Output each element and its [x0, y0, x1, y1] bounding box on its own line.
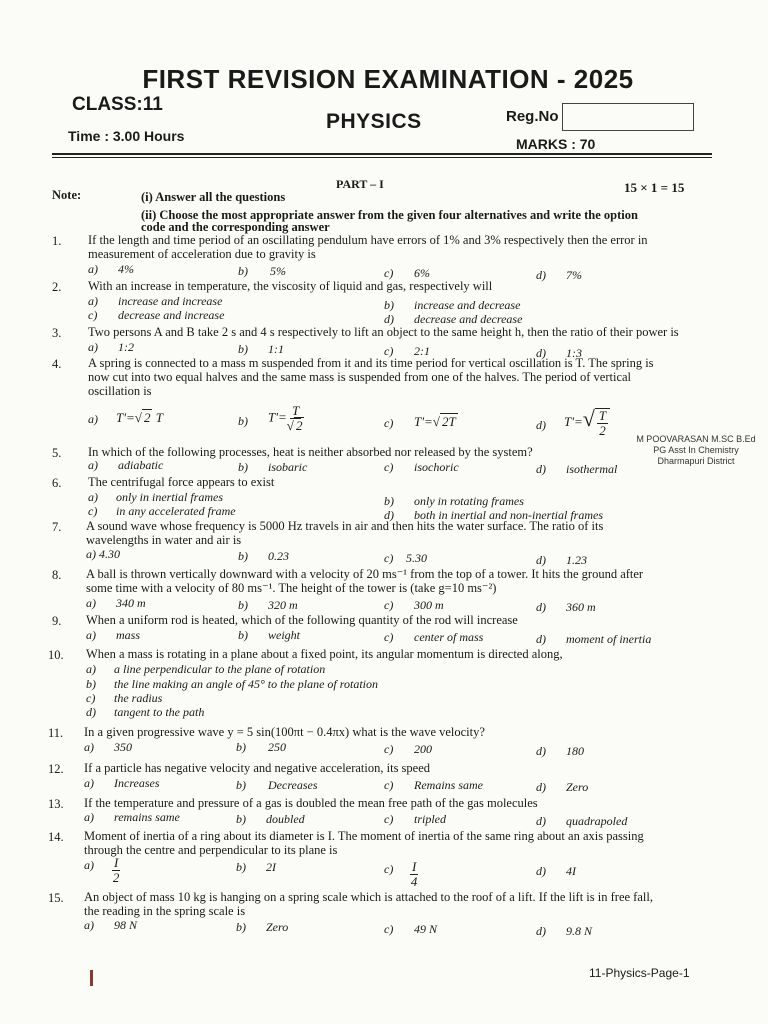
option-c-fraction: $\frac{I}{4}$: [410, 859, 418, 889]
option-key: a): [86, 596, 96, 610]
class-label: CLASS:11: [72, 94, 163, 115]
question-text: Two persons A and B take 2 s and 4 s respectively to lift an object to the same height h, then the ratio of their power is: [88, 325, 679, 339]
option-b: 0.23: [268, 549, 289, 563]
option-key: b): [236, 812, 246, 826]
option-key: c): [384, 630, 394, 644]
option-d: 360 m: [566, 600, 596, 614]
option-key: d): [536, 924, 546, 938]
option-key: a): [84, 810, 94, 824]
option-b: 250: [268, 740, 286, 754]
header-divider: [52, 153, 712, 155]
option-key: c): [384, 812, 394, 826]
part-score: 15 × 1 = 15: [624, 180, 685, 195]
note-label: Note:: [52, 188, 82, 202]
option-key: b): [384, 298, 394, 312]
question-text: the reading in the spring scale is: [84, 904, 246, 918]
question-number: 1.: [52, 234, 62, 248]
option-d: Zero: [566, 780, 589, 794]
option-a-fraction: $\frac{I}{2}$: [112, 855, 120, 885]
credit-line: M POOVARASAN M.SC B.Ed: [636, 434, 756, 444]
option-a: 4%: [118, 262, 134, 276]
question-text: A ball is thrown vertically downward with a velocity of 20 ms⁻¹ from the top of a tower. It hits the ground after: [86, 567, 644, 581]
option-c: 49 N: [414, 922, 438, 936]
credit-line: PG Asst In Chemistry: [653, 445, 739, 455]
option-d: 1:3: [566, 346, 582, 360]
option-b: Zero: [266, 920, 289, 934]
question-text: through the centre and perpendicular to its plane is: [84, 843, 338, 857]
option-key: b): [236, 740, 246, 754]
option-b: 1:1: [268, 342, 284, 356]
option-d: 9.8 N: [566, 924, 593, 938]
option-key: a): [88, 490, 98, 504]
option-a: only in inertial frames: [116, 490, 223, 504]
question-text: A sound wave whose frequency is 5000 Hz travels in air and then hits the water surface. The ratio of its: [86, 519, 604, 533]
option-key: a): [88, 412, 98, 426]
option-b: 320 m: [268, 598, 298, 612]
option-key: a): [84, 776, 94, 790]
option-key: d): [536, 744, 546, 758]
option-a: adiabatic: [118, 458, 164, 472]
option-key: d): [86, 705, 96, 719]
option-key: b): [238, 414, 248, 428]
option-a-formula: T'=√ 2 T: [116, 410, 163, 425]
time-label: Time : 3.00 Hours: [68, 128, 185, 144]
option-d-formula: T'=√ $\frac{T}{2}$: [564, 406, 610, 438]
option-key: a): [88, 458, 98, 472]
question-text: wavelengths in water and air is: [86, 533, 242, 547]
question-text: In a given progressive wave y = 5 sin(100πt − 0.4πx) what is the wave velocity?: [84, 725, 485, 739]
question-number: 14.: [48, 830, 64, 844]
option-key: d): [536, 553, 546, 567]
option-key: c): [384, 778, 394, 792]
option-key: d): [536, 814, 546, 828]
option-c: 5.30: [406, 551, 427, 565]
option-key: c): [384, 742, 394, 756]
option-key: a): [88, 262, 98, 276]
question-text: some time with a velocity of 80 ms⁻¹. The height of the tower is (take g=10 ms⁻²): [86, 581, 497, 595]
option-key: c): [384, 922, 394, 936]
option-d: tangent to the path: [114, 705, 205, 719]
option-key: d): [384, 508, 394, 522]
question-number: 3.: [52, 326, 62, 340]
question-number: 12.: [48, 762, 64, 776]
question-text: When a uniform rod is heated, which of the following quantity of the rod will increase: [86, 613, 518, 627]
option-b: doubled: [266, 812, 305, 826]
option-key: a): [86, 662, 96, 676]
question-text: If the temperature and pressure of a gas is doubled the mean free path of the gas molecules: [84, 796, 538, 810]
question-number: 10.: [48, 648, 64, 662]
question-text: measurement of acceleration due to gravity is: [88, 247, 316, 261]
option-key: b): [384, 494, 394, 508]
option-key: c): [86, 691, 96, 705]
option-d: quadrapoled: [566, 814, 628, 828]
option-b: isobaric: [268, 460, 308, 474]
option-key: c): [88, 308, 98, 322]
option-c: center of mass: [414, 630, 484, 644]
option-key: a): [84, 858, 94, 872]
question-text: The centrifugal force appears to exist: [88, 475, 275, 489]
option-key: c): [384, 551, 394, 565]
scan-mark: [90, 970, 93, 986]
option-key: c): [384, 598, 394, 612]
option-b-formula: T'= $\frac{T}{√ 2}$: [268, 403, 303, 433]
option-a: 350: [114, 740, 132, 754]
option-c: 200: [414, 742, 432, 756]
question-number: 8.: [52, 568, 62, 582]
option-c-formula: T'=√ 2T: [414, 414, 456, 429]
option-key: b): [236, 778, 246, 792]
option-a: increase and increase: [118, 294, 223, 308]
option-key: b): [238, 598, 248, 612]
option-key: a): [88, 340, 98, 354]
author-credit: [628, 434, 764, 467]
option-key: b): [238, 342, 248, 356]
question-text: In which of the following processes, heat is neither absorbed nor released by the system?: [88, 445, 533, 459]
option-key: c): [384, 266, 394, 280]
question-text: If a particle has negative velocity and negative acceleration, its speed: [84, 761, 431, 775]
question-number: 15.: [48, 891, 64, 905]
question-text: Moment of inertia of a ring about its diameter is I. The moment of inertia of the same ring about an axis passing: [84, 829, 644, 843]
option-key: a): [84, 740, 94, 754]
marks-label: MARKS : 70: [516, 136, 596, 152]
exam-title: FIRST REVISION EXAMINATION - 2025: [142, 64, 634, 94]
option-b: Decreases: [268, 778, 318, 792]
option-key: b): [86, 677, 96, 691]
option-b: 5%: [270, 264, 286, 278]
option-key: d): [536, 600, 546, 614]
instruction-1: (i) Answer all the questions: [141, 190, 286, 204]
option-key: b): [236, 860, 246, 874]
option-d: 1.23: [566, 553, 587, 567]
option-d: both in inertial and non-inertial frames: [414, 508, 603, 522]
option-c: Remains same: [414, 778, 483, 792]
option-key: d): [536, 632, 546, 646]
option-d: isothermal: [566, 462, 618, 476]
option-key: b): [238, 549, 248, 563]
option-c: in any accelerated frame: [116, 504, 236, 518]
option-d: 4I: [566, 864, 576, 878]
question-number: 2.: [52, 280, 62, 294]
question-number: 6.: [52, 476, 62, 490]
reg-no-box[interactable]: [562, 103, 694, 131]
subject-title: PHYSICS: [326, 110, 422, 133]
option-c: the radius: [114, 691, 163, 705]
option-b: increase and decrease: [414, 298, 521, 312]
option-c: decrease and increase: [118, 308, 225, 322]
question-text: If the length and time period of an oscillating pendulum have errors of 1% and 3% respectively then the error in: [88, 233, 648, 247]
header-divider-thin: [52, 157, 712, 158]
option-key: d): [536, 418, 546, 432]
option-key: a): [88, 294, 98, 308]
option-d: 7%: [566, 268, 582, 282]
option-key: b): [238, 628, 248, 642]
option-a: 340 m: [116, 596, 146, 610]
option-key: c): [384, 460, 394, 474]
question-number: 7.: [52, 520, 62, 534]
option-key: b): [238, 264, 248, 278]
option-b: only in rotating frames: [414, 494, 524, 508]
option-c: tripled: [414, 812, 446, 826]
option-b: the line making an angle of 45° to the plane of rotation: [114, 677, 378, 691]
option-a: Increases: [114, 776, 160, 790]
question-text: When a mass is rotating in a plane about a fixed point, its angular momentum is directed along,: [86, 647, 563, 661]
option-d: decrease and decrease: [414, 312, 523, 326]
option-key: c): [384, 416, 394, 430]
reg-no-label: Reg.No: [506, 108, 559, 125]
question-number: 5.: [52, 446, 62, 460]
option-c: isochoric: [414, 460, 459, 474]
question-text: With an increase in temperature, the viscosity of liquid and gas, respectively will: [88, 279, 493, 293]
option-b: weight: [268, 628, 300, 642]
option-key: a): [86, 628, 96, 642]
option-key: c): [384, 862, 394, 876]
question-number: 9.: [52, 614, 62, 628]
option-key: d): [536, 462, 546, 476]
option-key: d): [384, 312, 394, 326]
option-key: b): [238, 460, 248, 474]
option-d: 180: [566, 744, 584, 758]
part-title: PART – I: [336, 177, 384, 191]
page-footer: 11-Physics-Page-1: [589, 966, 690, 980]
option-a: a) 4.30: [86, 547, 120, 561]
question-text: now cut into two equal halves and the same mass is suspended from one of the halves. The period of vertical: [88, 370, 632, 384]
option-c: 2:1: [414, 344, 430, 358]
option-b: 2I: [266, 860, 276, 874]
option-a: 98 N: [114, 918, 138, 932]
option-a: 1:2: [118, 340, 134, 354]
question-text: oscillation is: [88, 384, 152, 398]
instruction-3: code and the corresponding answer: [141, 220, 330, 234]
option-key: d): [536, 864, 546, 878]
option-key: c): [88, 504, 98, 518]
question-text: An object of mass 10 kg is hanging on a spring scale which is attached to the roof of a lift. If the lift is in free fall,: [84, 890, 653, 904]
instruction-2: (ii) Choose the most appropriate answer from the given four alternatives and write the option: [141, 208, 638, 222]
question-number: 13.: [48, 797, 64, 811]
question-text: A spring is connected to a mass m suspended from it and its time period for vertical oscillation is T. The spring is: [88, 356, 654, 370]
option-a: a line perpendicular to the plane of rotation: [114, 662, 326, 676]
question-number: 11.: [48, 726, 64, 740]
option-d: moment of inertia: [566, 632, 652, 646]
option-a: remains same: [114, 810, 180, 824]
option-c: 300 m: [414, 598, 444, 612]
option-key: c): [384, 344, 394, 358]
option-key: d): [536, 346, 546, 360]
option-key: d): [536, 268, 546, 282]
question-number: 4.: [52, 357, 62, 371]
option-a: mass: [116, 628, 141, 642]
credit-line: Dharmapuri District: [657, 456, 735, 466]
option-c: 6%: [414, 266, 430, 280]
option-key: a): [84, 918, 94, 932]
option-key: b): [236, 920, 246, 934]
option-key: d): [536, 780, 546, 794]
